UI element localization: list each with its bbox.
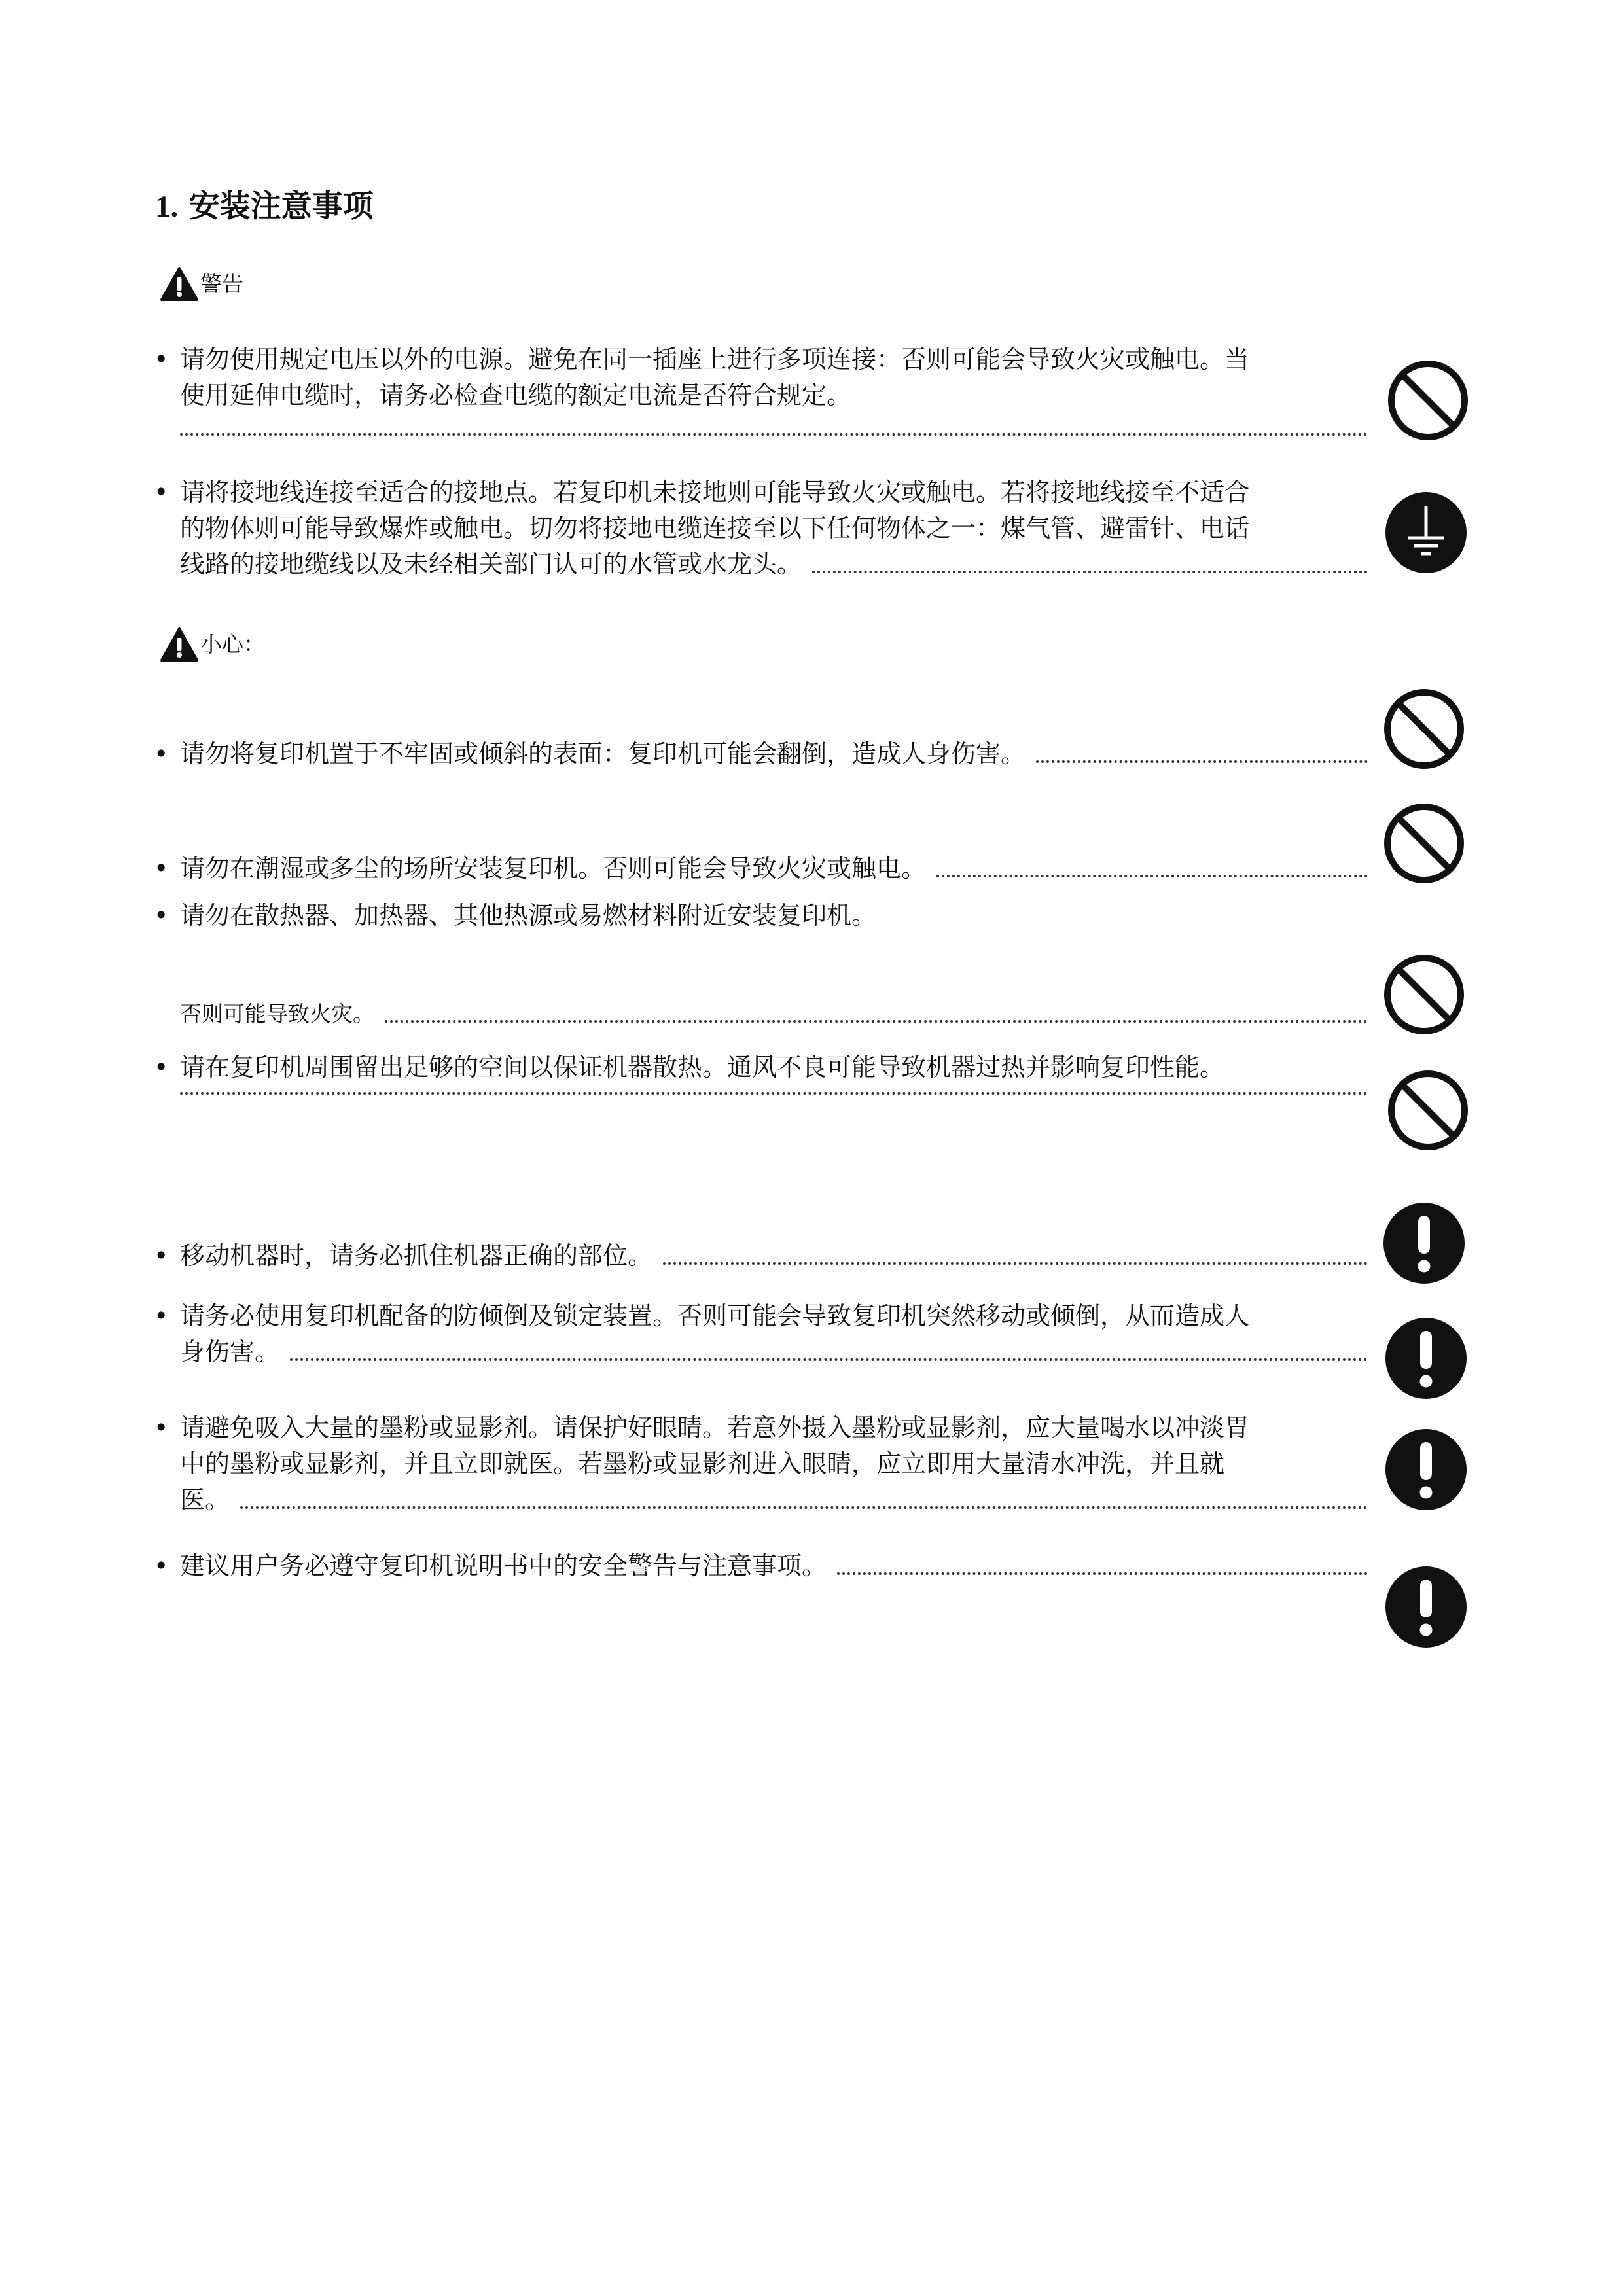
item-text-line: 请勿使用规定电压以外的电源。避免在同一插座上进行多项连接：否则可能会导致火灾或触电。当 — [180, 345, 1250, 374]
list-item — [154, 1548, 1368, 1584]
dotted-leader — [385, 1020, 1368, 1023]
dotted-leader — [812, 571, 1368, 573]
caution-triangle-icon — [160, 627, 199, 662]
caution-label: 小心： — [200, 631, 265, 657]
caution-header — [160, 625, 265, 664]
bullet: • — [154, 854, 169, 883]
item-text-line: 请将接地线连接至适合的接地点。若复印机未接地则可能导致火灾或触电。若将接地线接至不适合 — [180, 478, 1250, 506]
item-text-line: 医。 — [180, 1485, 230, 1514]
dotted-leader — [1036, 760, 1368, 763]
list-item-note — [154, 996, 1368, 1032]
page-title — [155, 187, 374, 226]
dotted-leader — [290, 1358, 1368, 1361]
list-item — [154, 1410, 1368, 1518]
bullet: • — [154, 901, 169, 930]
list-item — [154, 474, 1368, 582]
prohibition-icon — [1386, 359, 1470, 442]
item-text-line: 的物体则可能导致爆炸或触电。切勿将接地电缆连接至以下任何物体之一：煤气管、避雷针、电话 — [180, 514, 1250, 542]
item-text-line: 线路的接地缆线以及未经相关部门认可的水管或水龙头。 — [180, 550, 802, 578]
list-item — [154, 851, 1368, 887]
section-number: 1. — [155, 190, 179, 224]
dotted-leader — [663, 1262, 1368, 1265]
dotted-leader — [240, 1506, 1368, 1509]
item-text: 移动机器时，请务必抓住机器正确的部位。 — [180, 1241, 653, 1270]
prohibition-icon — [1382, 953, 1466, 1036]
item-text-line: 请务必使用复印机配备的防倾倒及锁定装置。否则可能会导致复印机突然移动或倾倒，从而造成人 — [180, 1301, 1250, 1330]
item-text: 请勿在散热器、加热器、其他热源或易燃材料附近安装复印机。 — [180, 901, 877, 930]
mandatory-icon — [1384, 1428, 1468, 1511]
dotted-leader — [837, 1572, 1368, 1575]
list-item — [154, 1050, 1368, 1095]
dotted-leader — [936, 875, 1368, 877]
ground-icon — [1384, 491, 1468, 574]
item-text-line: 请避免吸入大量的墨粉或显影剂。请保护好眼睛。若意外摄入墨粉或显影剂，应大量喝水以冲淡胃 — [180, 1413, 1250, 1442]
prohibition-icon — [1382, 802, 1466, 885]
dotted-leader — [180, 1086, 1368, 1095]
list-item — [154, 1298, 1368, 1370]
mandatory-icon — [1382, 1201, 1466, 1285]
warning-triangle-icon — [160, 266, 199, 302]
warning-label: 警告 — [200, 271, 243, 296]
item-text: 建议用户务必遵守复印机说明书中的安全警告与注意事项。 — [180, 1551, 827, 1580]
item-text: 请勿在潮湿或多尘的场所安装复印机。否则可能会导致火灾或触电。 — [180, 854, 927, 883]
bullet: • — [154, 1053, 169, 1082]
list-item — [154, 736, 1368, 772]
bullet: • — [154, 1301, 169, 1330]
section-title: 安装注意事项 — [188, 188, 374, 224]
list-item — [154, 898, 1368, 934]
item-text-line: 身伤害。 — [180, 1337, 280, 1366]
bullet: • — [154, 1551, 169, 1580]
list-item — [154, 342, 1368, 436]
dotted-leader — [180, 414, 1368, 436]
item-text-line: 使用延伸电缆时，请务必检查电缆的额定电流是否符合规定。 — [180, 381, 852, 410]
item-note: 否则可能导致火灾。 — [180, 1001, 374, 1027]
bullet: • — [154, 1413, 169, 1442]
warning-header — [160, 264, 243, 304]
item-text: 请在复印机周围留出足够的空间以保证机器散热。通风不良可能导致机器过热并影响复印性能。 — [180, 1053, 1225, 1082]
prohibition-icon — [1382, 687, 1466, 771]
bullet: • — [154, 739, 169, 768]
prohibition-icon — [1386, 1069, 1470, 1152]
bullet: • — [154, 478, 169, 506]
list-item — [154, 1238, 1368, 1274]
bullet: • — [154, 345, 169, 374]
mandatory-icon — [1384, 1316, 1468, 1400]
item-text: 请勿将复印机置于不牢固或倾斜的表面：复印机可能会翻倒，造成人身伤害。 — [180, 739, 1026, 768]
bullet: • — [154, 1241, 169, 1270]
mandatory-icon — [1384, 1565, 1468, 1649]
item-text-line: 中的墨粉或显影剂，并且立即就医。若墨粉或显影剂进入眼睛，应立即用大量清水冲洗，并且就 — [180, 1449, 1225, 1478]
